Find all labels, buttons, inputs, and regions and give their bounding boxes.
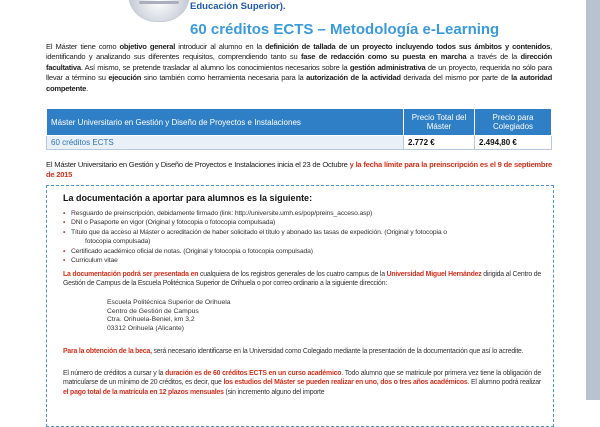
list-item: • Certificado académico oficial de notas. (Original y fotocopia o fotocopia compulsada) [63, 247, 533, 256]
header-image [128, 0, 190, 22]
list-item: • DNI o Pasaporte en vigor (Original y fotocopia o fotocopia compulsada) [63, 218, 533, 227]
list-item: • Resguardo de preinscripción, debidamente firmado (link: http://universite.umh.es/pop/preins_acceso.asp) [63, 209, 533, 218]
header-subtext: Educación Superior). [190, 1, 286, 12]
price-table-header-colegiados: Precio para Colegiados [475, 109, 552, 136]
address-line: 03312 Orihuela (Alicante) [107, 324, 185, 332]
documentation-list [63, 209, 533, 265]
price-row-name: 60 créditos ECTS [47, 136, 404, 150]
postal-address [107, 299, 231, 333]
list-item: • Título que da acceso al Máster o acreditación de haber solicitado el título y abonado las tasas de expedición. (Original y fotocopia o fotocopia compulsada) [63, 228, 533, 247]
price-row-total: 2.772 € [404, 136, 475, 150]
address-line: Escuela Politécnica Superior de Orihuela [107, 299, 231, 306]
submission-paragraph: La documentación podrá ser presentada en cualquiera de los registros generales de los cuatro campus de la Universidad Miguel Hernández dirigida al Centro de Gestión de Campus de la Escuela Politécnica Superior de Orihuela o por correo ordinario a la siguiente dirección: [63, 271, 542, 288]
documentation-box [46, 185, 554, 427]
price-table-header-total: Precio Total del Máster [404, 109, 475, 136]
list-item: • Curriculum vitae [63, 256, 533, 265]
price-row-colegiados: 2.494,80 € [475, 136, 552, 150]
credits-paragraph: El número de créditos a cursar y la duración es de 60 créditos ECTS en un curso académico. Todo alumno que se matricule por primera vez tiene la obligación de matricularse de un mínimo de 20 créditos, es decir, que los estudios del Máster se pueden realizar en uno, dos o tres años académicos. El alumno podrá realizar el pago total de la matrícula en 12 plazos mensuales (sin incremento alguno del importe [63, 370, 541, 396]
price-table [46, 108, 552, 150]
scholarship-paragraph: Para la obtención de la beca, será necesario identificarse en la Universidad como Colegiado mediante la presentación de la documentación que así lo acredite. [63, 348, 524, 355]
table-row [47, 136, 552, 150]
address-line: Ctra. Orihuela-Beniel, km 3,2 [107, 316, 195, 324]
headline: 60 créditos ECTS – Metodología e-Learning [190, 21, 500, 38]
documentation-title: La documentación a aportar para alumnos es la siguiente: [63, 193, 313, 203]
start-paragraph: El Máster Universitario en Gestión y Diseño de Proyectos e Instalaciones inicia el 23 de Octubre y la fecha límite para la preinscripción es el 9 de septiembre de 2015 [46, 160, 552, 180]
price-table-header-name: Máster Universitario en Gestión y Diseño de Proyectos e Instalaciones [47, 109, 404, 136]
intro-paragraph: El Máster tiene como objetivo general introducir al alumno en la definición de tallada de un proyecto incluyendo todos sus ámbitos y contenidos, identificando y analizando sus diferentes requisitos, comprendiendo tanto su fase de redacción como su puesta en marcha a través de la dirección facultativa. Así mismo, se pretende trasladar al alumno los conocimientos necesarios sobre la gestión administrativa de un proyecto, requerida no sólo para llevar a término su ejecución sino también como herramienta necesaria para la autorización de la actividad derivada del mismo por parte de la autoridad competente. [46, 42, 553, 93]
address-line: Centro de Gestión de Campus [107, 307, 199, 315]
